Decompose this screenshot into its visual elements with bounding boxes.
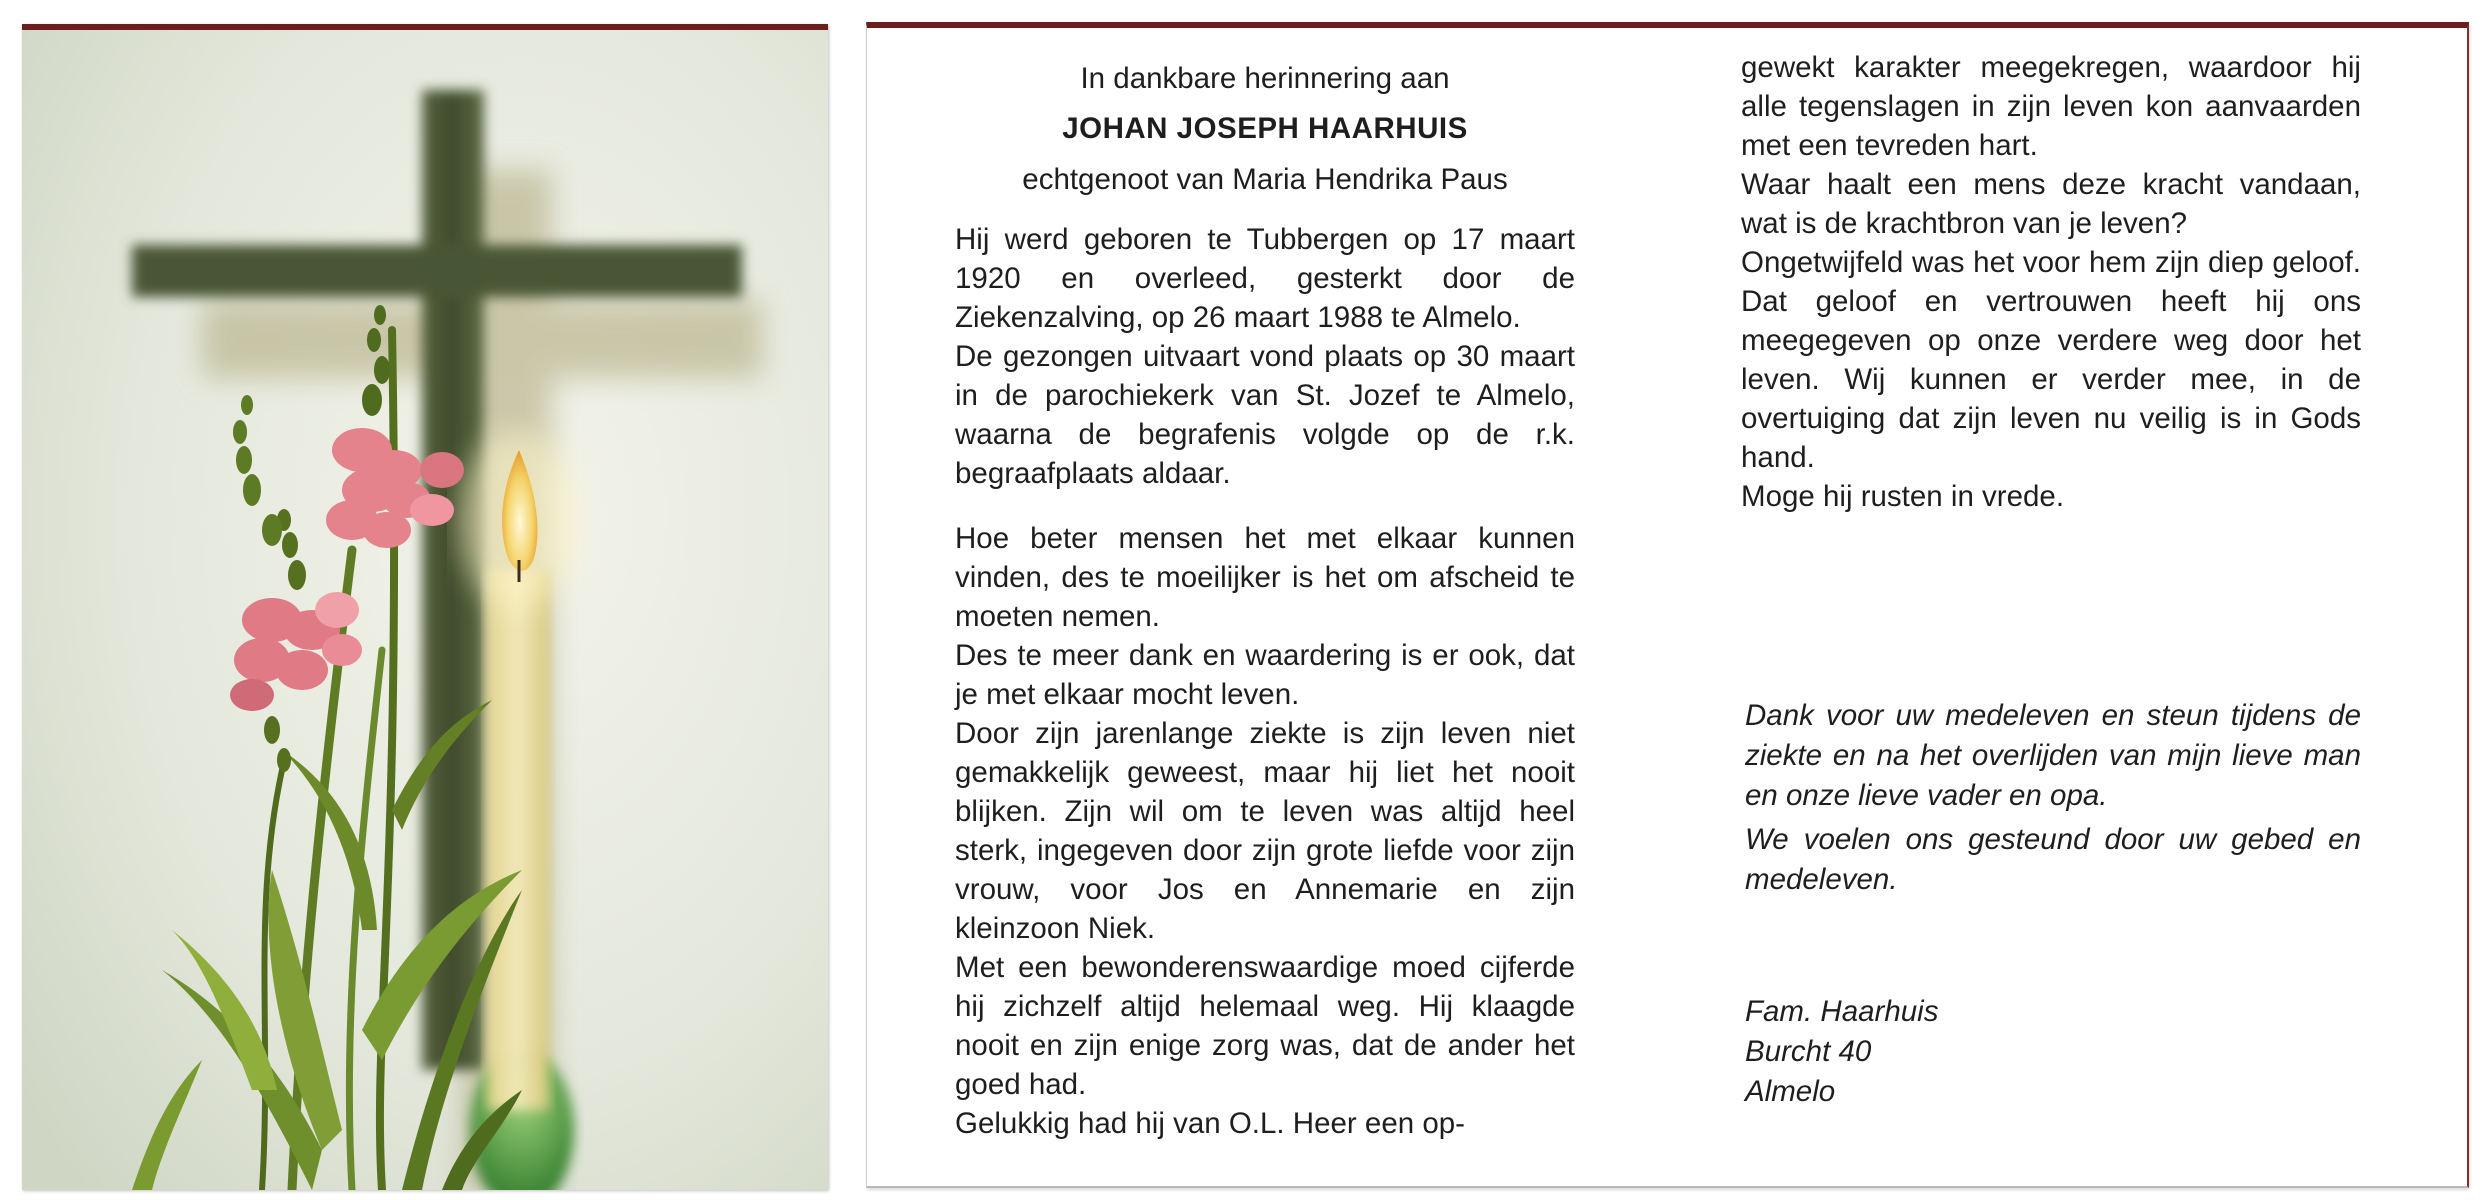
signature-city: Almelo — [1745, 1075, 1836, 1108]
paragraph-courage: Met een bewonderenswaardige moed cijferde hij zichzelf altijd helemaal weg. Hij klaagde nooit en zijn enige zorg was, dat de ander het goed had. — [955, 951, 1575, 1101]
text-column-left — [955, 28, 1575, 1143]
paragraph-birth-death: Hij werd geboren te Tubbergen op 17 maart 1920 en overleed, gesterkt door de Ziekenzalving, op 26 maart 1988 te Almelo. — [955, 223, 1575, 334]
paragraph-rest-in-peace: Moge hij rusten in vrede. — [1741, 480, 2065, 513]
deceased-name: JOHAN JOSEPH HAARHUIS — [1062, 112, 1468, 145]
spouse-line: echtgenoot van Maria Hendrika Paus — [1022, 163, 1508, 196]
paragraph-strength: Waar haalt een mens deze kracht vandaan, wat is de krachtbron van je leven? — [1741, 168, 2361, 240]
thanks-paragraph-2: We voelen ons gesteund door uw gebed en medeleven. — [1745, 823, 2361, 896]
memorial-photo — [22, 24, 828, 1190]
paragraph-character-end: gewekt karakter meegekregen, waardoor hij alle tegenslagen in zijn leven kon aanvaarden met een tevreden hart. — [1741, 51, 2361, 162]
cross-flowers-candle-illustration — [22, 30, 828, 1190]
paragraph-character-start: Gelukkig had hij van O.L. Heer een op- — [955, 1107, 1465, 1140]
paragraph-gratitude: Des te meer dank en waardering is er ook, dat je met elkaar mocht leven. — [955, 639, 1575, 711]
signature-family: Fam. Haarhuis — [1745, 995, 1939, 1028]
paragraph-faith: Ongetwijfeld was het voor hem zijn diep geloof. Dat geloof en vertrouwen heeft hij ons meegegeven op onze verdere weg door het leven. Wij kunnen er verder mee, in de overtuiging dat zijn leven nu veilig is in Gods hand. — [1741, 246, 2361, 474]
paragraph-farewell: Hoe beter mensen het met elkaar kunnen vinden, des te moeilijker is het om afscheid te moeten nemen. — [955, 522, 1575, 633]
text-column-right — [1741, 28, 2361, 516]
signature-street: Burcht 40 — [1745, 1035, 1872, 1068]
memorial-card-text — [866, 22, 2469, 1188]
intro-line: In dankbare herinnering aan — [1080, 62, 1450, 95]
family-signature — [1745, 992, 1938, 1112]
paragraph-funeral: De gezongen uitvaart vond plaats op 30 maart in de parochiekerk van St. Jozef te Almelo, waarna de begrafenis volgde op de r.k. begraafplaats aldaar. — [955, 340, 1575, 490]
thanks-paragraph-1: Dank voor uw medeleven en steun tijdens de ziekte en na het overlijden van mijn lieve man en onze lieve vader en opa. — [1745, 699, 2361, 812]
paragraph-illness: Door zijn jarenlange ziekte is zijn leven niet gemakkelijk geweest, maar hij liet het nooit blijken. Zijn wil om te leven was altijd heel sterk, ingegeven door zijn grote liefde voor zijn vrouw, voor Jos en Annemarie en zijn kleinzoon Niek. — [955, 717, 1575, 945]
thanks-message — [1745, 696, 2361, 904]
